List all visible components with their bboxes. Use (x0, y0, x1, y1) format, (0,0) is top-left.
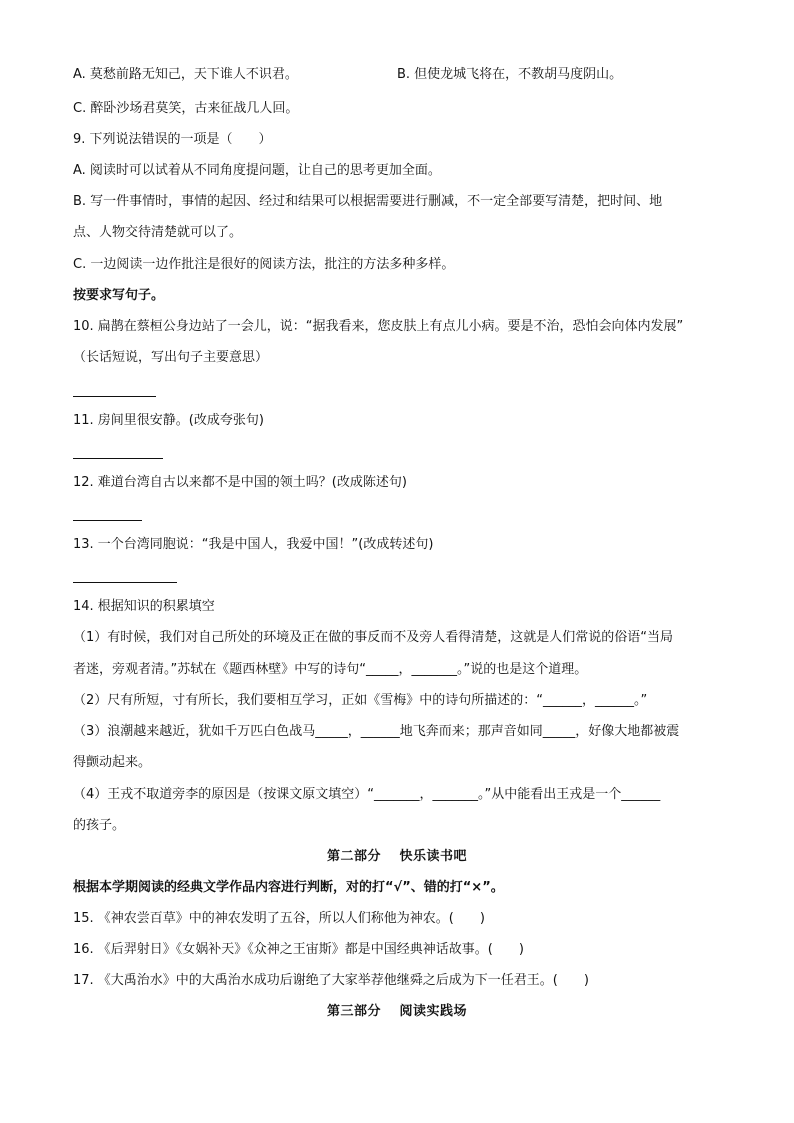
q14-part3-line2: 得颤动起来。 (73, 755, 152, 770)
q14-part1-line2: 者迷，旁观者清。”苏轼在《题西林壁》中写的诗句“_____，_______。”说的也是这个道理。 (73, 662, 588, 677)
q14-part4-line1: （4）王戎不取道旁李的原因是（按课文原文填空）“_______，_______。”从中能看出王戎是一个______ (73, 787, 661, 802)
q9-option-c: C. 一边阅读一边作批注是很好的阅读方法，批注的方法多种多样。 (73, 257, 455, 272)
q17-question: 17. 《大禹治水》中的大禹治水成功后谢绝了大家举荐他继舜之后成为下一任君王。( ) (73, 973, 589, 988)
q8-option-b: B. 但使龙城飞将在，不教胡马度阴山。 (397, 67, 623, 82)
q9-option-a: A. 阅读时可以试着从不同角度提问题，让自己的思考更加全面。 (73, 163, 441, 178)
q13-answer-line[interactable] (73, 582, 177, 583)
q11-question: 11. 房间里很安静。(改成夸张句) (73, 413, 264, 428)
q10-line2: （长话短说，写出句子主要意思） (73, 350, 269, 365)
part3-title: 第三部分 阅读实践场 (326, 1004, 468, 1019)
q11-answer-line[interactable] (73, 458, 163, 459)
sentence-section-heading: 按要求写句子。 (73, 288, 165, 303)
q10-line1: 10. 扁鹊在蔡桓公身边站了一会儿，说：“据我看来，您皮肤上有点儿小病。要是不治，恐怕会向体内发展” (73, 319, 684, 334)
q15-question: 15. 《神农尝百草》中的神农发明了五谷，所以人们称他为神农。( ) (73, 911, 485, 926)
part2-instruction: 根据本学期阅读的经典文学作品内容进行判断，对的打“√”、错的打“×”。 (73, 880, 504, 895)
q14-part1-line1: （1）有时候，我们对自己所处的环境及正在做的事反而不及旁人看得清楚，这就是人们常说的俗语“当局 (73, 630, 674, 645)
q14-part3-line1: （3）浪潮越来越近，犹如千万匹白色战马_____，______地飞奔而来；那声音如同_____，好像大地都被震 (73, 724, 680, 739)
q8-option-c: C. 醉卧沙场君莫笑，古来征战几人回。 (73, 101, 299, 116)
q9-stem: 9. 下列说法错误的一项是（ ） (73, 132, 272, 147)
q10-answer-line[interactable] (73, 396, 156, 397)
q12-question: 12. 难道台湾自古以来都不是中国的领土吗？(改成陈述句) (73, 475, 407, 490)
q16-question: 16. 《后羿射日》《女娲补天》《众神之王宙斯》都是中国经典神话故事。( ) (73, 942, 524, 957)
q14-stem: 14. 根据知识的积累填空 (73, 599, 215, 614)
q13-question: 13. 一个台湾同胞说：“我是中国人，我爱中国！”(改成转述句) (73, 537, 434, 552)
part2-title: 第二部分 快乐读书吧 (326, 849, 468, 864)
q12-answer-line[interactable] (73, 520, 142, 521)
q9-option-b-line2: 点、人物交待清楚就可以了。 (73, 225, 243, 240)
q14-part2: （2）尺有所短，寸有所长，我们要相互学习，正如《雪梅》中的诗句所描述的：“______，______。” (73, 693, 648, 708)
q14-part4-line2: 的孩子。 (73, 818, 126, 833)
q9-option-b-line1: B. 写一件事情时，事情的起因、经过和结果可以根据需要进行删减，不一定全部要写清楚，把时间、地 (73, 194, 663, 209)
q8-option-a: A. 莫愁前路无知己，天下谁人不识君。 (73, 67, 298, 82)
